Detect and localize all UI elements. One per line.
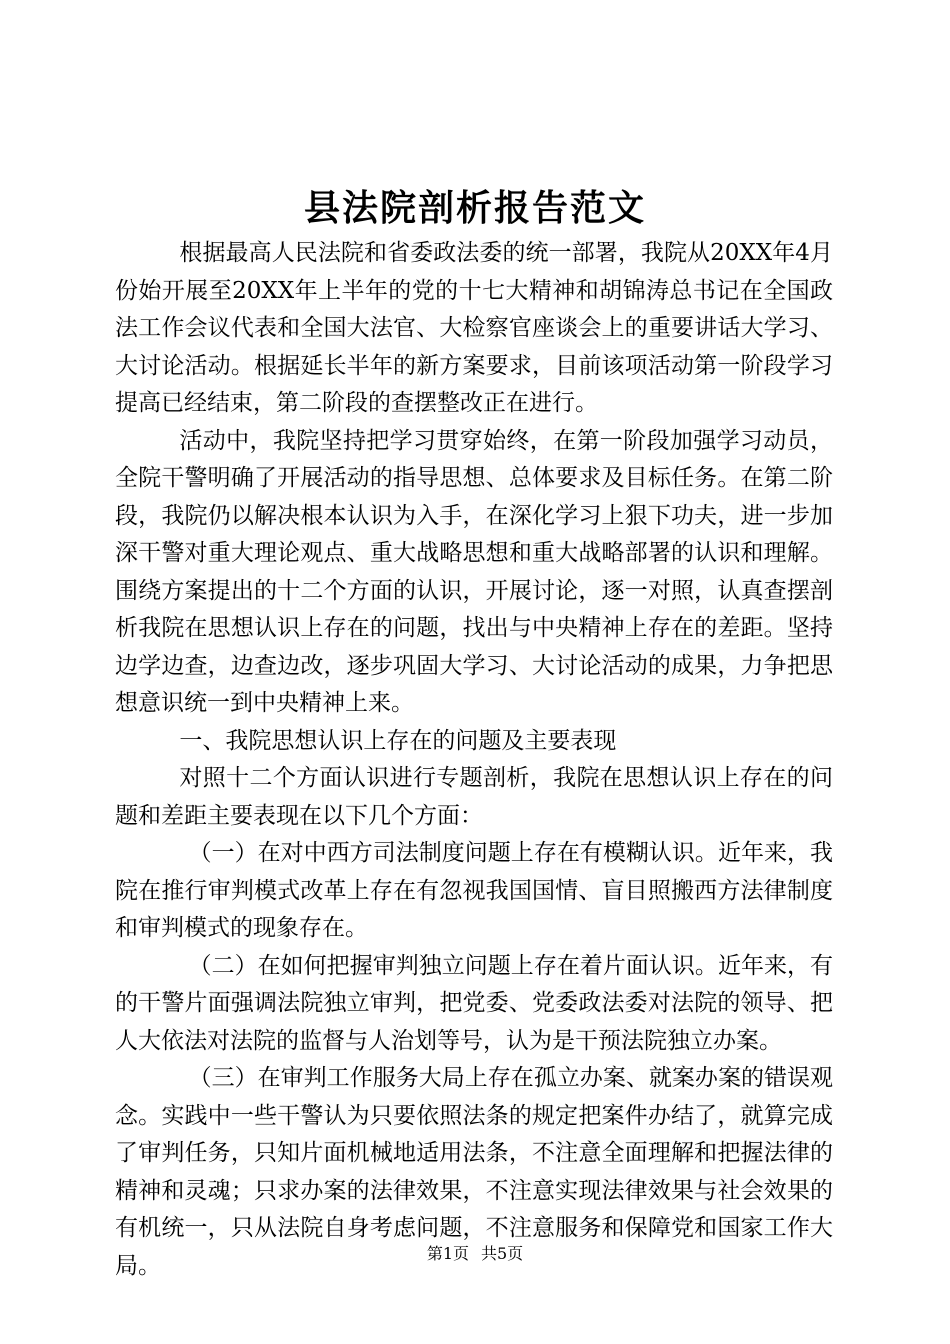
page-footer	[0, 1244, 950, 1264]
paragraph-activity: 活动中，我院坚持把学习贯穿始终，在第一阶段加强学习动员，全院干警明确了开展活动的指导思想、总体要求及目标任务。在第二阶段，我院仍以解决根本认识为入手，在深化学习上狠下功夫，进一步加深干警对重大理论观点、重大战略思想和重大战略部署的认识和理解。围绕方案提出的十二个方面的认识，开展讨论，逐一对照，认真查摆剖析我院在思想认识上存在的问题，找出与中央精神上存在的差距。坚持边学边查，边查边改，逐步巩固大学习、大讨论活动的成果，力争把思想意识统一到中央精神上来。	[115, 427, 833, 716]
paragraph-item-2: （二）在如何把握审判独立问题上存在着片面认识。近年来，有的干警片面强调法院独立审判，把党委、党委政法委对法院的领导、把人大依法对法院的监督与人治划等号，认为是干预法院独立办案。	[115, 952, 833, 1054]
page-total: 共5页	[481, 1244, 524, 1263]
document-body	[115, 235, 833, 1285]
paragraph-analysis: 对照十二个方面认识进行专题剖析，我院在思想认识上存在的问题和差距主要表现在以下几个方面：	[115, 765, 833, 829]
page-number: 第1页	[426, 1244, 469, 1263]
section-heading-1: 一、我院思想认识上存在的问题及主要表现	[179, 727, 617, 754]
paragraph-item-3: （三）在审判工作服务大局上存在孤立办案、就案办案的错误观念。实践中一些干警认为只要依照法条的规定把案件办结了，就算完成了审判任务，只知片面机械地适用法条，不注意全面理解和把握法律的精神和灵魂；只求办案的法律效果，不注意实现法律效果与社会效果的有机统一，只从法院自身考虑问题，不注意服务和保障党和国家工作大局。	[115, 1065, 833, 1279]
paragraph-intro: 根据最高人民法院和省委政法委的统一部署，我院从20XX年4月份始开展至20XX年上半年的党的十七大精神和胡锦涛总书记在全国政法工作会议代表和全国大法官、大检察官座谈会上的重要讲话大学习、大讨论活动。根据延长半年的新方案要求，目前该项活动第一阶段学习提高已经结束，第二阶段的查摆整改正在进行。	[115, 240, 833, 416]
document-title: 县法院剖析报告范文	[303, 187, 646, 229]
paragraph-item-1: （一）在对中西方司法制度问题上存在有模糊认识。近年来，我院在推行审判模式改革上存在有忽视我国国情、盲目照搬西方法律制度和审判模式的现象存在。	[115, 840, 833, 941]
